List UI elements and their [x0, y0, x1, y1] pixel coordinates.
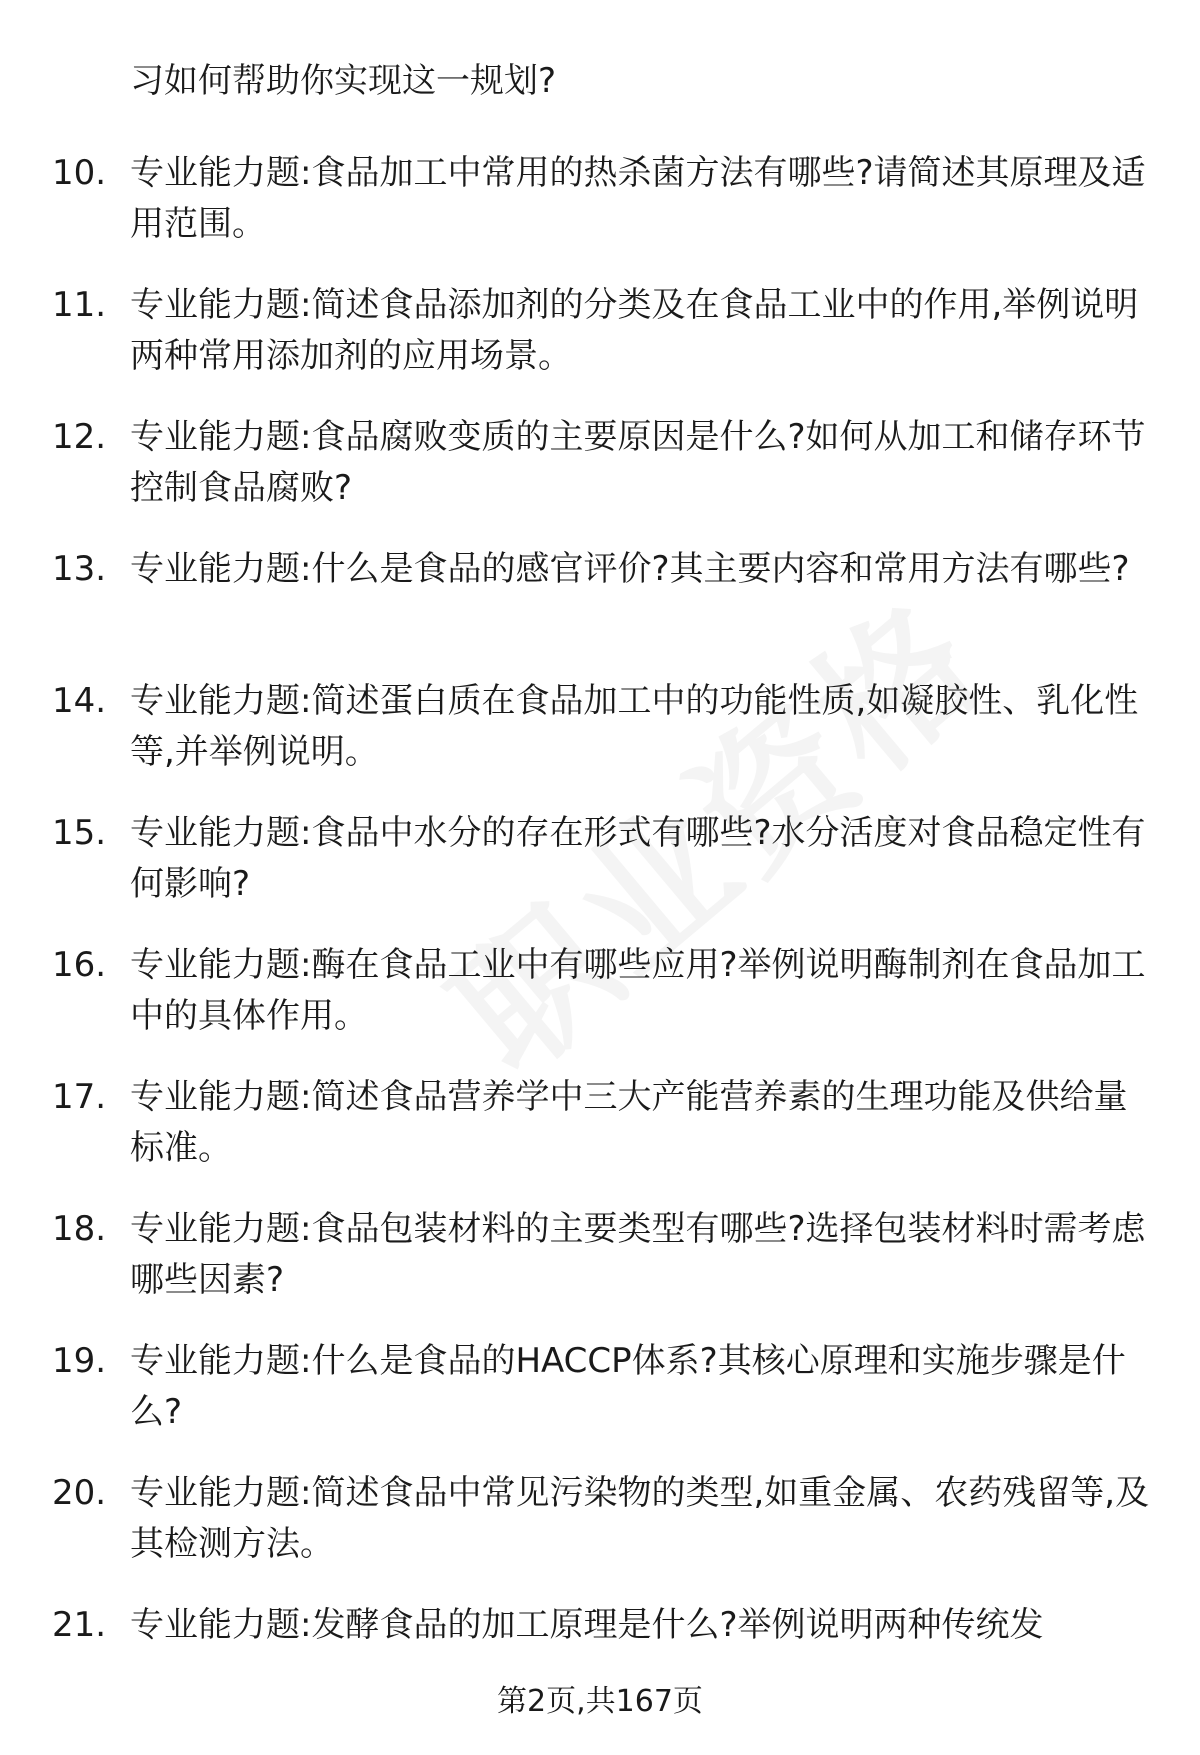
question-number: 10.	[52, 153, 107, 193]
question-number: 20.	[52, 1473, 107, 1513]
question-item	[0, 148, 1200, 280]
question-item	[0, 544, 1200, 676]
question-text: 专业能力题:什么是食品的感官评价?其主要内容和常用方法有哪些?	[130, 549, 1130, 589]
question-text: 专业能力题:酶在食品工业中有哪些应用?举例说明酶制剂在食品加工中的具体作用。	[130, 945, 1146, 1036]
question-text: 专业能力题:发酵食品的加工原理是什么?举例说明两种传统发	[130, 1605, 1044, 1645]
question-number: 21.	[52, 1605, 107, 1645]
question-item	[0, 808, 1200, 940]
question-text: 专业能力题:食品腐败变质的主要原因是什么?如何从加工和储存环节控制食品腐败?	[130, 417, 1146, 508]
question-text: 专业能力题:食品中水分的存在形式有哪些?水分活度对食品稳定性有何影响?	[130, 813, 1146, 904]
question-number: 12.	[52, 417, 107, 457]
question-number: 17.	[52, 1077, 107, 1117]
question-text: 专业能力题:简述蛋白质在食品加工中的功能性质,如凝胶性、乳化性等,并举例说明。	[130, 681, 1139, 772]
question-number: 11.	[52, 285, 107, 325]
question-number: 16.	[52, 945, 107, 985]
question-number: 15.	[52, 813, 107, 853]
question-item	[0, 1204, 1200, 1336]
question-text: 专业能力题:什么是食品的HACCP体系?其核心原理和实施步骤是什么?	[130, 1341, 1126, 1432]
question-item	[0, 940, 1200, 1072]
question-number: 18.	[52, 1209, 107, 1249]
question-item	[0, 280, 1200, 412]
question-number: 19.	[52, 1341, 107, 1381]
question-text: 专业能力题:简述食品添加剂的分类及在食品工业中的作用,举例说明两种常用添加剂的应用场景。	[130, 285, 1139, 376]
question-item	[0, 1468, 1200, 1600]
page-number-footer: 第2页,共167页	[497, 1684, 703, 1719]
question-text: 专业能力题:食品加工中常用的热杀菌方法有哪些?请简述其原理及适用范围。	[130, 153, 1146, 244]
question-number: 13.	[52, 549, 107, 589]
question-text: 专业能力题:简述食品营养学中三大产能营养素的生理功能及供给量标准。	[130, 1077, 1128, 1168]
question-item	[0, 412, 1200, 544]
continued-question-text: 习如何帮助你实现这一规划?	[130, 61, 557, 101]
question-item	[0, 676, 1200, 808]
question-item	[0, 1336, 1200, 1468]
question-item	[0, 1072, 1200, 1204]
question-text: 专业能力题:简述食品中常见污染物的类型,如重金属、农药残留等,及其检测方法。	[130, 1473, 1150, 1564]
question-text: 专业能力题:食品包装材料的主要类型有哪些?选择包装材料时需考虑哪些因素?	[130, 1209, 1146, 1300]
question-list	[0, 148, 1200, 1732]
question-number: 14.	[52, 681, 107, 721]
